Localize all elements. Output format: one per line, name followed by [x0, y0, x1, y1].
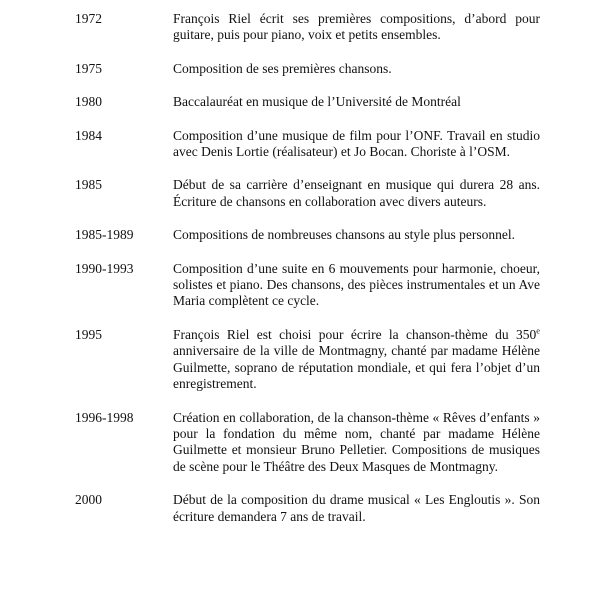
description-cell — [173, 410, 540, 476]
description-text: Baccalauréat en musique de l’Université de Montréal — [173, 94, 461, 110]
timeline-row — [0, 128, 610, 161]
year-cell: 1980 — [75, 94, 102, 110]
description-text: François Riel est choisi pour écrire la chanson-thème du 350 — [173, 326, 537, 342]
timeline-row — [0, 492, 610, 525]
description-cell — [173, 94, 540, 110]
year-cell: 1984 — [75, 127, 102, 143]
year-cell: 1995 — [75, 326, 102, 342]
description-cell — [173, 177, 540, 210]
timeline-rows — [0, 11, 610, 525]
timeline-row — [0, 11, 610, 44]
year-cell: 1985-1989 — [75, 227, 134, 243]
description-text: Composition de ses premières chansons. — [173, 60, 392, 76]
timeline-row — [0, 61, 610, 77]
year-cell: 1985 — [75, 177, 102, 193]
year-cell: 1972 — [75, 11, 102, 26]
year-cell: 1996-1998 — [75, 409, 134, 425]
description-cell — [173, 227, 540, 243]
timeline-row — [0, 410, 610, 476]
timeline-row — [0, 94, 610, 110]
description-cell — [173, 61, 540, 77]
description-cell — [173, 492, 540, 525]
description-text: Composition d’une suite en 6 mouvements pour harmonie, choeur, solistes et piano. Des chansons, des pièces instrumentales et un Ave Maria complètent ce cycle. — [173, 260, 540, 309]
description-cell — [173, 128, 540, 161]
year-cell: 2000 — [75, 492, 102, 508]
description-text: Compositions de nombreuses chansons au style plus personnel. — [173, 227, 515, 243]
year-cell: 1975 — [75, 60, 102, 76]
description-text: Composition d’une musique de film pour l’ONF. Travail en studio avec Denis Lortie (réalisateur) et Jo Bocan. Choriste à l’OSM. — [173, 127, 540, 160]
description-text: François Riel écrit ses premières compositions, d’abord pour guitare, puis pour piano, voix et petits ensembles. — [173, 11, 540, 43]
timeline-row — [0, 261, 610, 310]
timeline-row — [0, 227, 610, 243]
description-text: Début de la composition du drame musical « Les Engloutis ». Son écriture demandera 7 ans de travail. — [173, 492, 540, 524]
description-cell — [173, 261, 540, 310]
description-cell — [173, 327, 540, 393]
year-cell: 1990-1993 — [75, 260, 134, 276]
description-text: anniversaire de la ville de Montmagny, chanté par madame Hélène Guilmette, soprano de réputation mondiale, et qui fera l’objet d’un enregistrement. — [173, 343, 540, 392]
timeline-row — [0, 327, 610, 393]
description-text: Début de sa carrière d’enseignant en musique qui durera 28 ans. Écriture de chansons en collaboration avec divers auteurs. — [173, 177, 540, 209]
timeline-row — [0, 177, 610, 210]
superscript-text: e — [536, 326, 540, 336]
description-text: Création en collaboration, de la chanson-thème « Rêves d’enfants » pour la fondation du même nom, chanté par madame Hélène Guilmette et monsieur Bruno Pelletier. Compositions de musiques de scène pour le Théâtre des Deux Masques de Montmagny. — [173, 409, 540, 474]
description-cell — [173, 11, 540, 44]
